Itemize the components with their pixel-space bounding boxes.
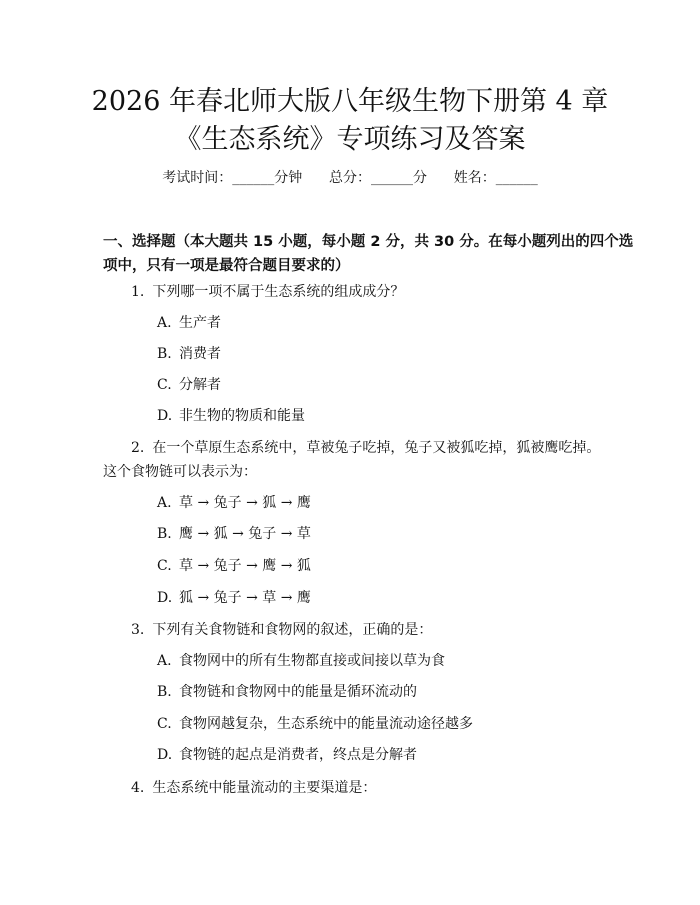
- option-text: 鹰 → 狐 → 兔子 → 草: [179, 526, 311, 542]
- option-text: 草 → 兔子 → 狐 → 鹰: [179, 495, 311, 511]
- option-letter: B.: [157, 346, 172, 362]
- option-text: 食物链和食物网中的能量是循环流动的: [179, 684, 417, 700]
- option-text: 食物网越复杂，生态系统中的能量流动途径越多: [179, 716, 473, 732]
- option-letter: D.: [157, 590, 173, 606]
- q2-option-c[interactable]: [157, 554, 311, 578]
- option-text: 非生物的物质和能量: [179, 408, 305, 424]
- question-4: [131, 775, 376, 801]
- q1-option-d[interactable]: [157, 404, 305, 428]
- question-number: 4.: [131, 780, 145, 796]
- option-letter: C.: [157, 558, 172, 574]
- question-2-continuation: [103, 459, 257, 485]
- question-text-line2: 这个食物链可以表示为：: [103, 464, 257, 480]
- q3-option-d[interactable]: [157, 743, 417, 767]
- option-text: 消费者: [179, 346, 221, 362]
- doc-title-line1: 2026 年春北师大版八年级生物下册第 4 章: [91, 86, 609, 117]
- question-number: 1.: [131, 284, 145, 300]
- question-number: 3.: [131, 622, 145, 638]
- question-3: [131, 617, 432, 643]
- question-text: 下列哪一项不属于生态系统的组成成分？: [152, 284, 405, 300]
- option-letter: D.: [157, 408, 173, 424]
- option-letter: C.: [157, 716, 172, 732]
- section-heading-line2: 项中，只有一项是最符合题目要求的）: [103, 258, 350, 274]
- option-text: 草 → 兔子 → 鹰 → 狐: [179, 558, 311, 574]
- section-heading-line1: 一、选择题（本大题共 15 小题，每小题 2 分，共 30 分。在每小题列出的四个选: [103, 234, 634, 250]
- q3-option-b[interactable]: [157, 680, 417, 704]
- section-heading: [103, 230, 634, 278]
- option-letter: A.: [157, 495, 172, 511]
- q1-option-c[interactable]: [157, 373, 221, 397]
- option-text: 分解者: [179, 377, 221, 393]
- doc-title-line2: 《生态系统》专项练习及答案: [174, 124, 526, 155]
- option-letter: A.: [157, 653, 172, 669]
- question-1: [131, 279, 404, 305]
- question-text: 生态系统中能量流动的主要渠道是：: [152, 780, 377, 796]
- q1-option-a[interactable]: [157, 311, 221, 335]
- question-text-line1: 在一个草原生态系统中，草被兔子吃掉，兔子又被狐吃掉，狐被鹰吃掉。: [152, 440, 601, 456]
- q3-option-c[interactable]: [157, 712, 473, 736]
- option-letter: B.: [157, 526, 172, 542]
- question-number: 2.: [131, 440, 145, 456]
- option-text: 狐 → 兔子 → 草 → 鹰: [179, 590, 311, 606]
- option-text: 生产者: [179, 315, 221, 331]
- question-text: 下列有关食物链和食物网的叙述，正确的是：: [152, 622, 433, 638]
- question-2: [131, 435, 600, 461]
- exam-info-line: 考试时间：______分钟 总分：______分 姓名：______: [162, 170, 538, 186]
- option-letter: D.: [157, 747, 173, 763]
- option-text: 食物网中的所有生物都直接或间接以草为食: [179, 653, 445, 669]
- option-text: 食物链的起点是消费者，终点是分解者: [179, 747, 417, 763]
- option-letter: C.: [157, 377, 172, 393]
- q2-option-b[interactable]: [157, 522, 311, 546]
- q3-option-a[interactable]: [157, 649, 445, 673]
- option-letter: B.: [157, 684, 172, 700]
- option-letter: A.: [157, 315, 172, 331]
- q1-option-b[interactable]: [157, 342, 221, 366]
- q2-option-a[interactable]: [157, 491, 311, 515]
- q2-option-d[interactable]: [157, 586, 311, 610]
